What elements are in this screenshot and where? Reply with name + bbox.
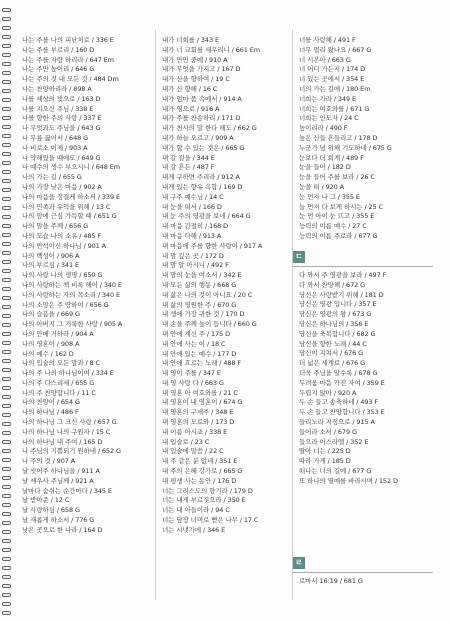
index-entry: 내 안에 사는 이 / 18 C <box>162 339 226 348</box>
binding-coil <box>2 476 11 480</box>
index-entry: 내 눈을 떠서 / 166 D <box>162 202 222 211</box>
index-entry: 들으라 이스라엘 / 352 E <box>299 437 369 446</box>
index-entry: 당신이 지쳐서 / 676 G <box>299 349 364 358</box>
index-column-3-rieul <box>299 577 439 587</box>
index-entry: 내 이름 아시죠 / 338 E <box>162 427 228 436</box>
section-divider <box>293 266 433 267</box>
index-entry: 나 무릎 꿇어서 / 648 G <box>22 133 89 142</box>
binding-coil <box>2 8 11 12</box>
index-entry: 내 삶의 영원한 주 / 670 G <box>162 300 237 309</box>
index-column-1 <box>22 36 147 536</box>
index-entry: 내 마음 간절히 / 168 D <box>162 222 229 231</box>
index-entry: 내가 무엇을 가지고 / 167 D <box>162 65 241 74</box>
index-entry: 나의 모습 나의 소유 / 485 F <box>22 231 102 240</box>
index-entry: 나의 안에 거하라 / 904 A <box>22 329 94 338</box>
index-entry: 내 모든 삶의 행동 / 668 G <box>162 280 237 289</box>
index-entry: 나의 사랑 나의 생명 / 650 G <box>22 271 103 280</box>
binding-coil <box>2 116 11 120</box>
index-entry: 너 있는 곳에서 / 354 E <box>299 75 365 84</box>
index-entry: 너는 내게 부르짖으라 / 350 E <box>162 496 246 505</box>
binding-coil <box>2 440 11 444</box>
index-entry: 너 어디 가든지 / 174 D <box>299 65 366 74</box>
index-entry: 날 사랑하심 / 658 G <box>22 506 80 515</box>
binding-coil <box>2 566 11 570</box>
binding-coil <box>2 314 11 318</box>
index-entry: 내 맘 깊은 곳 / 172 D <box>162 251 224 260</box>
index-entry: 낮은 곳으로 한 나라 / 164 D <box>22 525 103 534</box>
index-entry: 내 영 사랑 다 / 663 G <box>162 378 224 387</box>
index-entry: 눈을 들어 주를 보라 / 26 C <box>299 173 375 182</box>
index-entry: 나 비로소 이제 / 903 A <box>22 143 88 152</box>
index-entry: 내 주의 은혜 강가로 / 665 G <box>162 467 243 476</box>
index-entry: 눈 먼자 나 그 / 355 E <box>299 192 360 201</box>
index-entry: 다 와서 주 영광을 보라 / 497 F <box>299 271 387 279</box>
index-entry: 능력의 이름 예수 / 27 C <box>299 222 367 231</box>
binding-coil <box>2 188 11 192</box>
binding-coil <box>2 17 11 21</box>
binding-coil <box>2 368 11 372</box>
index-entry: 더 넓은 세계로 / 676 G <box>299 359 366 368</box>
binding-coil <box>2 89 11 93</box>
index-entry: 내 안에 있는 예수 / 177 D <box>162 349 237 358</box>
index-entry: 높은 산들 흔들리고 / 178 D <box>299 133 378 142</box>
index-entry: 당신은 사랑받기 위해 / 181 D <box>299 290 384 299</box>
index-entry: 내게 구하면 주리라 / 912 A <box>162 173 240 182</box>
index-column-2 <box>162 36 287 536</box>
binding-coil <box>2 53 11 57</box>
index-entry: 내가 만민 중에 / 910 A <box>162 55 228 64</box>
index-column-3-nieun <box>299 36 439 242</box>
binding-coil <box>2 44 11 48</box>
binding-coil <box>2 503 11 507</box>
index-entry: 내 삶은 나의 것이 아니요 / 20 C <box>162 290 253 299</box>
index-entry: 내 평생 사는 동안 / 176 D <box>162 476 237 485</box>
binding-coil <box>2 107 11 111</box>
index-entry: 당신은 영광 입니다 / 357 E <box>299 300 377 309</box>
index-entry: 나의 하나님 그 크신 사랑 / 657 G <box>22 418 117 427</box>
index-entry: 떠나는 너의 길에 / 677 G <box>299 466 372 475</box>
index-entry: 내 마음 다해 / 913 A <box>162 231 222 240</box>
index-entry: 너는 담장 너머로 뻗은 나무 / 17 C <box>162 516 259 525</box>
binding-coil <box>2 278 11 282</box>
binding-coil <box>2 125 11 129</box>
index-entry: 나의 예수 / 162 D <box>22 349 74 358</box>
index-entry: 날 세우사 주님께 / 921 A <box>22 476 94 485</box>
binding-coil <box>2 80 11 84</box>
index-entry: 나의 사랑하는 자의 목소리 / 340 E <box>22 290 120 299</box>
binding-coil <box>2 377 11 381</box>
column-divider <box>292 30 293 600</box>
binding-coil <box>2 260 11 264</box>
index-entry: 나 예수의 생수 부으시니 / 648 Em <box>22 163 121 172</box>
index-entry: 내가 산을 향하여 / 19 C <box>162 75 230 84</box>
binding-coil <box>2 305 11 309</box>
index-entry: 내가 천사의 말 한다 해도 / 662 G <box>162 124 257 133</box>
binding-coil <box>2 485 11 489</box>
section-divider <box>293 572 433 573</box>
index-entry: 나의 가는 길 / 655 G <box>22 173 82 182</box>
index-entry: 내 영이 주를 / 347 E <box>162 369 221 378</box>
binding-coil <box>2 143 11 147</box>
index-entry: 높이리라 / 490 F <box>299 124 348 133</box>
index-entry: 너의 가는 길에 / 180 Em <box>299 84 371 93</box>
index-entry: 내가 너희를 / 343 E <box>162 36 219 44</box>
index-entry: 나의 주 다스리세 / 655 G <box>22 378 95 387</box>
index-entry: 나의 하나님 / 486 F <box>22 408 79 417</box>
index-entry: 눈을 들어 / 182 D <box>299 163 351 172</box>
binding-coil <box>2 404 11 408</box>
index-entry: 너희는 인도자 / 24 C <box>299 114 359 123</box>
index-entry: 내 갈 흔든 / 487 F <box>162 163 215 172</box>
binding-coil <box>2 539 11 543</box>
binding-coil <box>2 251 11 255</box>
index-entry: 나의 주 찬양합니다 / 11 C <box>22 388 96 397</box>
index-entry: 내 영혼의 구세주 / 348 E <box>162 408 234 417</box>
index-entry: 다 와서 찬양해 / 672 G <box>299 280 366 289</box>
binding-coil <box>2 224 11 228</box>
index-entry: 나를 지으신 주님 / 338 E <box>22 104 94 113</box>
binding-coil <box>2 422 11 426</box>
index-entry: 나의 맘을 주께 / 656 G <box>22 222 89 231</box>
index-entry: 너희는 여호와를 / 671 G <box>299 104 370 113</box>
index-entry: 들리노라 지정으로 / 915 A <box>299 417 375 426</box>
index-entry: 너는 내 아들이라 / 94 C <box>162 506 230 515</box>
index-entry: 더욱 주님을 알수록 / 678 G <box>299 368 378 377</box>
index-entry: 나의 아버지 그 거룩한 사랑 / 905 A <box>22 320 123 329</box>
binding-coil <box>2 593 11 597</box>
index-entry: 나의 마음을 정결케 하소서 / 339 E <box>22 192 120 201</box>
index-entry: 내 손을 주께 높이 듭니다 / 660 G <box>162 320 257 329</box>
index-entry: 두렵지 않아 / 920 A <box>299 388 357 397</box>
index-entry: 누군가 널 위해 기도하네 / 675 G <box>299 143 392 152</box>
binding-coil <box>2 359 11 363</box>
index-entry: 내가 엄마 품 속에서 / 914 A <box>162 94 242 103</box>
index-entry: 너를 사랑해 / 491 F <box>299 36 356 44</box>
index-entry: 나의 반석이신 하나님 / 901 A <box>22 241 106 250</box>
index-entry: 나는 주만 높이리 / 646 G <box>22 65 95 74</box>
index-entry: 딸아 너는 / 225 D <box>299 447 351 456</box>
binding-coil <box>2 458 11 462</box>
binding-coil <box>2 413 11 417</box>
index-entry: 내 갈 길을 / 344 E <box>162 153 215 162</box>
index-entry: 내 구주 예수님 / 14 C <box>162 192 224 201</box>
index-entry: 나 무엇과도 주님을 / 643 G <box>22 124 101 133</box>
index-entry: 내가 영으로 / 916 A <box>162 104 220 113</box>
index-entry: 나의 만족과 유익을 위해 / 13 C <box>22 202 111 211</box>
binding-coil <box>2 548 11 552</box>
index-entry: 당신을 축복합니다 / 682 G <box>299 329 376 338</box>
binding-coil <box>2 134 11 138</box>
index-entry: 나의 찬양이 / 654 G <box>22 398 80 407</box>
index-entry: 너무 멀리 왔나요 / 667 G <box>299 45 372 54</box>
index-entry: 나는 주를 자랑 하리라 / 647 Em <box>22 55 114 64</box>
section-r-header: ㄹ <box>293 557 305 569</box>
section-d-header: ㄷ <box>293 251 305 263</box>
column-divider <box>155 30 156 600</box>
binding-coil <box>2 512 11 516</box>
index-entry: 너는 시냇가에 / 346 E <box>162 525 226 534</box>
index-entry: 내게 있는 향유 옥합 / 169 D <box>162 182 243 191</box>
index-entry: 나의 가장 낮은 마음 / 902 A <box>22 182 102 191</box>
index-entry: 나의 슬픔을 / 669 G <box>22 310 80 319</box>
binding-coil <box>2 467 11 471</box>
index-entry: 나의 입술의 모든 말과 / 8 C <box>22 359 100 368</box>
index-entry: 두려움 마음 가진 자여 / 359 E <box>299 378 385 387</box>
index-entry: 내 입술로 / 23 C <box>162 437 210 446</box>
index-entry: 날 새롭게 하소서 / 776 G <box>22 516 95 525</box>
binding-coil <box>2 341 11 345</box>
index-entry: 나를 향한 주의 사랑 / 337 E <box>22 114 102 123</box>
binding-coil <box>2 170 11 174</box>
index-entry: 또 하나의 열매를 바라시며 / 152 D <box>299 476 398 485</box>
binding-coil <box>2 242 11 246</box>
index-entry: 나의 백성이 / 906 A <box>22 251 80 260</box>
index-entry: 나의 맘에 근심 가득할 때 / 651 G <box>22 212 117 221</box>
index-entry: 너는 그리스도의 향기라 / 179 D <box>162 486 253 495</box>
index-entry: 당신은 하나님의 / 356 E <box>299 319 369 328</box>
index-entry: 나 주의 것 / 907 A <box>22 457 76 466</box>
index-entry: 날 씻어주 하나님을 / 911 A <box>22 467 100 476</box>
index-entry: 내 영혼이 내 영혼이 / 674 G <box>162 398 243 407</box>
index-entry: 나는 주의 것 내 모든 것 / 484 Dm <box>22 75 119 84</box>
index-entry: 너 시온아 / 663 G <box>299 55 351 64</box>
binding-coil <box>2 287 11 291</box>
index-column-3-digeut <box>299 271 439 487</box>
binding-coil <box>2 521 11 525</box>
index-entry: 나의 소망은 주 땅하여 / 656 G <box>22 300 109 309</box>
index-entry: 두 손 들고 찬양합니다 / 353 E <box>299 408 385 417</box>
binding-coil <box>2 62 11 66</box>
index-entry: 나의 하나님 내 주여 / 165 D <box>22 437 103 446</box>
index-entry: 날마다 숨쉬는 순간마다 / 345 E <box>22 486 112 495</box>
index-entry: 너희는 가라 / 349 E <box>299 94 356 103</box>
binding-coil <box>2 98 11 102</box>
binding-coil <box>2 584 11 588</box>
binding-coil <box>2 161 11 165</box>
index-entry: 눈 먼 아이 눈 뜨고 / 355 E <box>299 212 375 221</box>
binding-coil <box>2 215 11 219</box>
index-entry: 당신을 향한 노래 / 44 C <box>299 339 367 348</box>
index-entry: 나 약해있을 때에도 / 649 G <box>22 153 101 162</box>
index-entry: 나를 세상의 빛으로 / 163 D <box>22 94 101 103</box>
index-entry: 내 영혼 아 여호와를 / 21 C <box>162 388 238 397</box>
binding-coil <box>2 449 11 453</box>
index-entry: 나의 사랑하는 책 비록 해어 / 340 E <box>22 280 122 289</box>
index-entry: 내 생에 가장 귀한 것 / 170 D <box>162 310 245 319</box>
binding-coil <box>2 323 11 327</box>
binding-coil <box>2 602 11 606</box>
index-entry: 나의 부르심 / 341 E <box>22 261 79 270</box>
index-entry: 늘 먼저 다 보게 하시는 / 25 C <box>299 202 383 211</box>
binding-coil <box>2 197 11 201</box>
binding-coil <box>2 350 11 354</box>
index-entry: 내 영혼의 모토와 / 173 D <box>162 418 235 427</box>
index-entry: 내가 하늘 오르고 / 909 A <box>162 133 234 142</box>
binding-coil <box>2 386 11 390</box>
binding-coil <box>2 575 11 579</box>
index-entry: 내 안에 흐르는 노래 / 488 F <box>162 359 242 368</box>
index-entry: 내 안에 계신 주 / 175 D <box>162 329 230 338</box>
binding-coil <box>2 296 11 300</box>
binding-coil <box>2 206 11 210</box>
index-entry: 따라 가게 / 185 D <box>299 457 351 466</box>
index-entry: 나의 영혼이 / 908 A <box>22 339 80 348</box>
index-entry: 두 손 들고 송축하네 / 493 F <box>299 398 379 407</box>
binding-coil <box>2 494 11 498</box>
binding-coil <box>2 71 11 75</box>
index-entry: 나의 하나님 나의 구원자 / 15 C <box>22 427 111 436</box>
binding-coil <box>2 332 11 336</box>
index-entry: 날 받아준 / 12 C <box>22 496 70 505</box>
index-entry: 내 마음에 주를 향한 사랑이 / 917 A <box>162 241 263 250</box>
index-entry: 내가 산 향해 / 16 C <box>162 84 218 93</box>
binding-coil <box>2 557 11 561</box>
binding-coil <box>2 26 11 30</box>
binding-coil <box>2 611 11 615</box>
index-entry: 눈을 떠 / 920 A <box>299 182 344 191</box>
index-entry: 내 눈 주의 영광을 보네 / 664 G <box>162 212 251 221</box>
binding-coil <box>2 152 11 156</box>
binding-coil <box>2 233 11 237</box>
index-entry: 내가 너 교회를 세우리니 / 661 Em <box>162 45 261 54</box>
spiral-binding <box>0 0 12 621</box>
index-entry: 들어라 소서 / 679 G <box>299 427 357 436</box>
binding-coil <box>2 530 11 534</box>
binding-coil <box>2 179 11 183</box>
index-entry: 나는 주를 나의 피난처로 / 336 E <box>22 36 114 44</box>
index-entry: 내 맘 알 아시니 / 492 F <box>162 261 229 270</box>
index-entry: 눈보다 더 희게 / 489 F <box>299 153 364 162</box>
index-entry: 나는 주를 부르리 / 160 D <box>22 45 95 54</box>
index-entry: 내가 할 수 있는 것은 / 665 G <box>162 143 245 152</box>
binding-coil <box>2 35 11 39</box>
index-entry: 내 맘의 눈을 여소서 / 342 E <box>162 271 242 280</box>
binding-coil <box>2 431 11 435</box>
index-entry: 내 입술에 말씀 / 22 C <box>162 447 224 456</box>
index-entry: 내 주 같은 분 없네 / 351 E <box>162 457 238 466</box>
index-entry: 내가 주를 찬송하리 / 171 D <box>162 114 241 123</box>
binding-coil <box>2 395 11 399</box>
index-entry: 로마서 16:19 / 681 G <box>299 577 363 585</box>
index-entry: 당신은 영광의 왕 / 673 G <box>299 310 372 319</box>
binding-coil <box>2 269 11 273</box>
index-entry: 나 주님의 기쁨되기 원하네 / 652 G <box>22 447 121 456</box>
index-entry: 능력의 이름 주로라 / 677 G <box>299 231 378 240</box>
index-entry: 나는 찬양하리라 / 898 A <box>22 84 92 93</box>
index-entry: 나의 주 나의 하나님이여 / 334 E <box>22 369 114 378</box>
